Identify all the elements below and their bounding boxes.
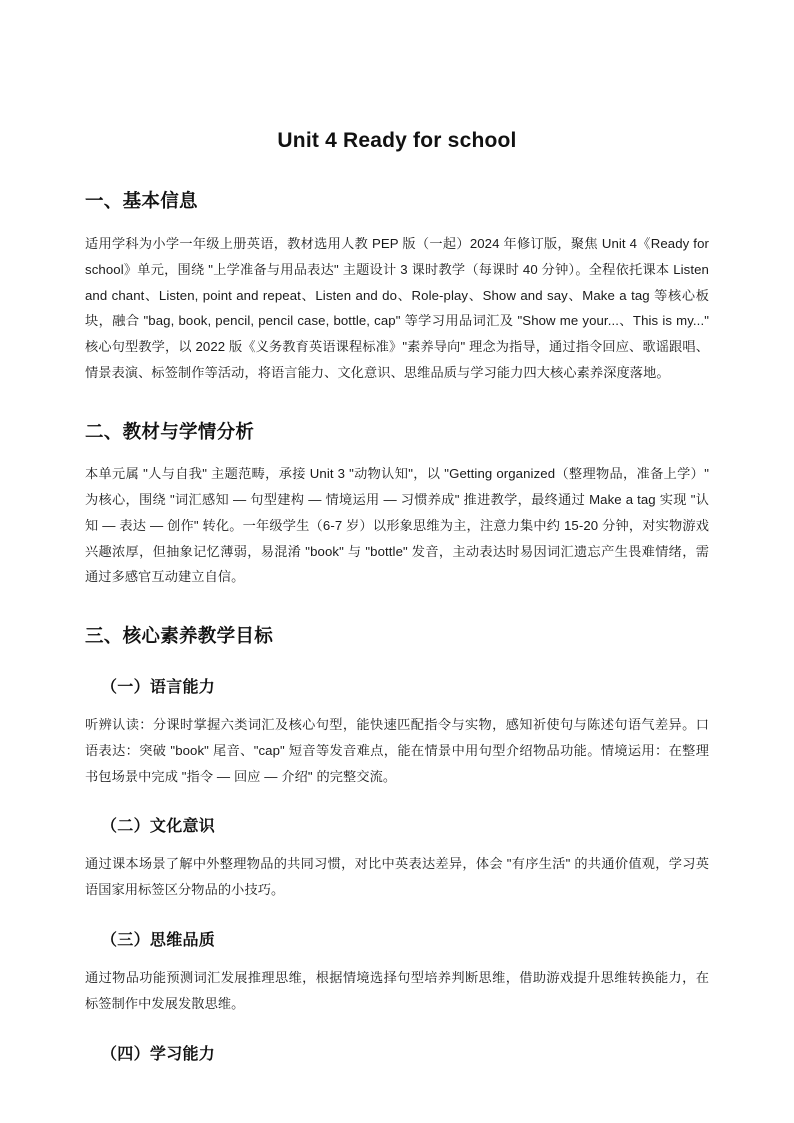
section-heading-basic-info: 一、基本信息 xyxy=(85,190,198,212)
subsection-paragraph-thinking-quality: 通过物品功能预测词汇发展推理思维，根据情境选择句型培养判断思维，借助游戏提升思维转换能力，在标签制作中发展发散思维。 xyxy=(85,970,709,1011)
section-paragraph-material-analysis: 本单元属 "人与自我" 主题范畴，承接 Unit 3 "动物认知"，以 "Getting organized（整理物品，准备上学）" 为核心，围绕 "词汇感知 — 句型建构 — 情境运用 — 习惯养成" 推进教学，最终通过 Make a tag 实现 "认知 — 表达 — 创作" 转化。一年级学生（6-7 岁）以形象思维为主，注意力集中约 15-20 分钟，对实物游戏兴趣浓厚，但抽象记忆薄弱，易混淆 "book" 与 "bottle" 发音，主动表达时易因词汇遗忘产生畏难情绪，需通过多感官互动建立自信。 xyxy=(85,466,709,585)
section-heading-teaching-objectives: 三、核心素养教学目标 xyxy=(85,625,274,647)
subsection-heading-language-ability: （一）语言能力 xyxy=(101,678,216,696)
section-heading-material-analysis: 二、教材与学情分析 xyxy=(85,420,255,442)
subsection-heading-cultural-awareness: （二）文化意识 xyxy=(101,818,216,836)
subsection-paragraph-language-ability: 听辨认读：分课时掌握六类词汇及核心句型，能快速匹配指令与实物，感知祈使句与陈述句语气差异。口语表达：突破 "book" 尾音、"cap" 短音等发音难点，能在情景中用句型介绍物品功能。情境运用：在整理书包场景中完成 "指令 — 回应 — 介绍" 的完整交流。 xyxy=(85,717,709,784)
subsection-paragraph-cultural-awareness: 通过课本场景了解中外整理物品的共同习惯，对比中英表达差异，体会 "有序生活" 的共通价值观，学习英语国家用标签区分物品的小技巧。 xyxy=(85,856,709,898)
document-content xyxy=(85,188,709,1065)
page-title: Unit 4 Ready for school xyxy=(277,129,517,152)
subsection-heading-learning-ability: （四）学习能力 xyxy=(101,1045,216,1063)
section-paragraph-basic-info: 适用学科为小学一年级上册英语，教材选用人教 PEP 版（一起）2024 年修订版，聚焦 Unit 4《Ready for school》单元，围绕 "上学准备与用品表达" 主题设计 3 课时教学（每课时 40 分钟）。全程依托课本 Listen and chant、Listen, point and repeat、Listen and do、Role-play、Show and say、Make a tag 等核心板块，融合 "bag, book, pencil, pencil case, bottle, cap" 等学习用品词汇及 "Show me your...、This is my..." 核心句型教学，以 2022 版《义务教育英语课程标准》"素养导向" 理念为指导，通过指令回应、歌谣跟唱、情景表演、标签制作等活动，将语言能力、文化意识、思维品质与学习能力四大核心素养深度落地。 xyxy=(85,236,709,380)
subsection-heading-thinking-quality: （三）思维品质 xyxy=(101,931,216,949)
